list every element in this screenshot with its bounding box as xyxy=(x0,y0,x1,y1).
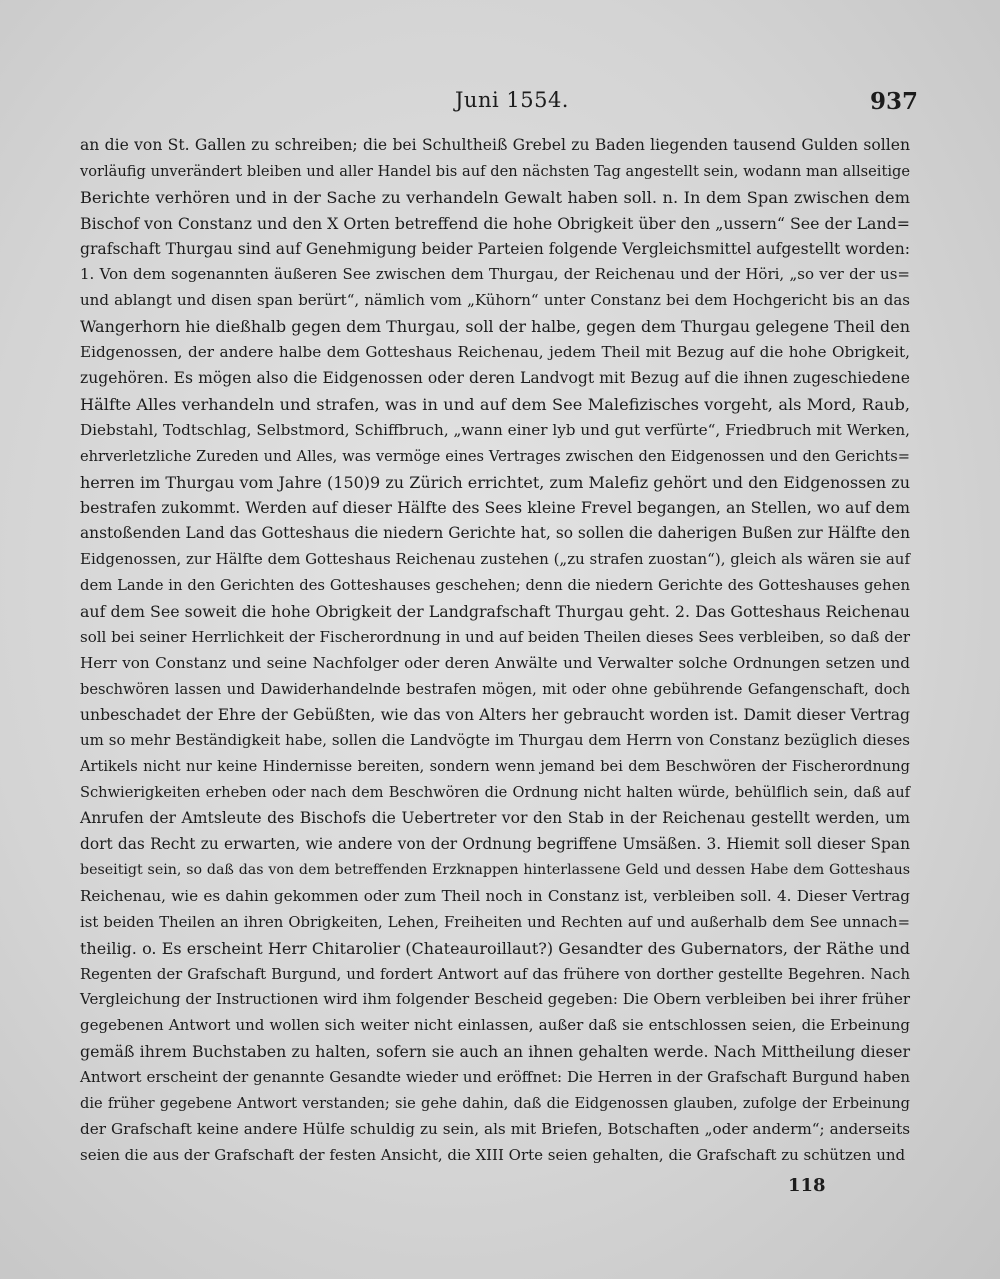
text-line: Anrufen der Amtsleute des Bischofs die Uebertreter vor den Stab in der Reichenau gestellt werden, um xyxy=(80,809,910,828)
body-text xyxy=(80,133,910,1169)
text-line: ehrverletzliche Zureden und Alles, was vermöge eines Vertrages zwischen den Eidgenossen und den Gerichts= xyxy=(80,447,910,465)
text-line: die früher gegebene Antwort verstanden; sie gehe dahin, daß die Eidgenossen glauben, zufolge der Erbeinung xyxy=(80,1094,910,1112)
text-line: Wangerhorn hie dießhalb gegen dem Thurgau, soll der halbe, gegen dem Thurgau gelegene Theil den xyxy=(80,317,910,337)
text-line: Antwort erscheint der genannte Gesandte wieder und eröffnet: Die Herren in der Grafschaft Burgund haben xyxy=(80,1068,910,1087)
text-line: dem Lande in den Gerichten des Gotteshauses geschehen; denn die niedern Gerichte des Gotteshauses gehen xyxy=(80,577,910,595)
text-line: 1. Von dem sogenannten äußeren See zwischen dem Thurgau, der Reichenau und der Höri, „so ver der us= xyxy=(80,265,910,284)
text-line: und ablangt und disen span berürt“, nämlich vom „Kühorn“ unter Constanz bei dem Hochgericht bis an das xyxy=(80,291,910,310)
text-line: dort das Recht zu erwarten, wie andere von der Ordnung begriffene Umsäßen. 3. Hiemit soll dieser Span xyxy=(80,835,910,854)
page-number: 937 xyxy=(869,88,918,115)
text-line: Regenten der Grafschaft Burgund, und fordert Antwort auf das frühere von dorther gestellte Begehren. Nach xyxy=(80,965,910,983)
text-line: gegebenen Antwort und wollen sich weiter nicht einlassen, außer daß sie entschlossen seien, die Erbeinung xyxy=(80,1016,910,1035)
text-line: ist beiden Theilen an ihren Obrigkeiten, Lehen, Freiheiten und Rechten auf und außerhalb dem See unnach= xyxy=(80,913,910,931)
text-line: um so mehr Beständigkeit habe, sollen die Landvögte im Thurgau dem Herrn von Constanz bezüglich dieses xyxy=(80,731,910,750)
text-line: an die von St. Gallen zu schreiben; die bei Schultheiß Grebel zu Baden liegenden tausend Gulden sollen xyxy=(80,136,910,154)
text-line: zugehören. Es mögen also die Eidgenossen oder deren Landvogt mit Bezug auf die ihnen zugeschiedene xyxy=(80,369,910,388)
text-line: Berichte verhören und in der Sache zu verhandeln Gewalt haben soll. n. In dem Span zwischen dem xyxy=(80,187,910,207)
text-line: herren im Thurgau vom Jahre (150)9 zu Zürich errichtet, zum Malefiz gehört und den Eidgenossen zu xyxy=(80,472,910,492)
text-line: Hälfte Alles verhandeln und strafen, was in und auf dem See Malefizisches vorgeht, als Mord, Raub, xyxy=(80,394,910,414)
text-line: gemäß ihrem Buchstaben zu halten, sofern sie auch an ihnen gehalten werde. Nach Mittheilung dieser xyxy=(80,1042,910,1062)
text-line: bestrafen zukommt. Werden auf dieser Hälfte des Sees kleine Frevel begangen, an Stellen, wo auf dem xyxy=(80,498,910,518)
text-line: auf dem See soweit die hohe Obrigkeit der Landgrafschaft Thurgau geht. 2. Das Gotteshaus Reichenau xyxy=(80,602,910,622)
text-line: seien die aus der Grafschaft der festen Ansicht, die XIII Orte seien gehalten, die Grafschaft zu schützen und xyxy=(80,1145,906,1164)
text-line: vorläufig unverändert bleiben und aller Handel bis auf den nächsten Tag angestellt sein, wodann man allseitige xyxy=(80,162,910,180)
text-line: Schwierigkeiten erheben oder nach dem Beschwören die Ordnung nicht halten würde, behülflich sein, daß auf xyxy=(80,784,910,802)
text-line: unbeschadet der Ehre der Gebüßten, wie das von Alters her gebraucht worden ist. Damit dieser Vertrag xyxy=(80,705,910,724)
running-head: Juni 1554. xyxy=(455,88,569,112)
text-line: anstoßenden Land das Gotteshaus die niedern Gerichte hat, so sollen die daherigen Bußen zur Hälfte den xyxy=(80,524,910,543)
text-line: Artikels nicht nur keine Hindernisse bereiten, sondern wenn jemand bei dem Beschwören der Fischerordnung xyxy=(80,758,910,776)
text-line: Vergleichung der Instructionen wird ihm folgender Bescheid gegeben: Die Obern verbleiben bei ihrer früher xyxy=(80,990,910,1009)
text-line: grafschaft Thurgau sind auf Genehmigung beider Parteien folgende Vergleichsmittel aufgestellt worden: xyxy=(80,239,910,258)
text-line: der Grafschaft keine andere Hülfe schuldig zu sein, als mit Briefen, Botschaften „oder anderm“; anderseits xyxy=(80,1119,910,1138)
text-line: soll bei seiner Herrlichkeit der Fischerordnung in und auf beiden Theilen dieses Sees verbleiben, so daß der xyxy=(80,627,910,646)
text-line: Bischof von Constanz und den X Orten betreffend die hohe Obrigkeit über den „ussern“ See der Land= xyxy=(80,213,910,233)
text-line: beseitigt sein, so daß das von dem betreffenden Erzknappen hinterlassene Geld und dessen Habe dem Gotteshaus xyxy=(80,861,910,878)
printer-signature-mark: 118 xyxy=(788,1175,826,1196)
text-line: beschwören lassen und Dawiderhandelnde bestrafen mögen, mit oder ohne gebührende Gefangenschaft, doch xyxy=(80,680,910,698)
text-line: theilig. o. Es erscheint Herr Chitarolier (Chateauroillaut?) Gesandter des Gubernators, der Räthe und xyxy=(80,938,910,958)
text-line: Reichenau, wie es dahin gekommen oder zum Theil noch in Constanz ist, verbleiben soll. 4. Dieser Vertrag xyxy=(80,886,910,905)
text-line: Eidgenossen, zur Hälfte dem Gotteshaus Reichenau zustehen („zu strafen zuostan“), gleich als wären sie auf xyxy=(80,550,910,569)
text-line: Herr von Constanz und seine Nachfolger oder deren Anwälte und Verwalter solche Ordnungen setzen und xyxy=(80,653,910,672)
text-line: Diebstahl, Todtschlag, Selbstmord, Schiffbruch, „wann einer lyb und gut verfürte“, Friedbruch mit Werken, xyxy=(80,420,910,439)
text-line: Eidgenossen, der andere halbe dem Gotteshaus Reichenau, jedem Theil mit Bezug auf die hohe Obrigkeit, xyxy=(80,343,910,362)
